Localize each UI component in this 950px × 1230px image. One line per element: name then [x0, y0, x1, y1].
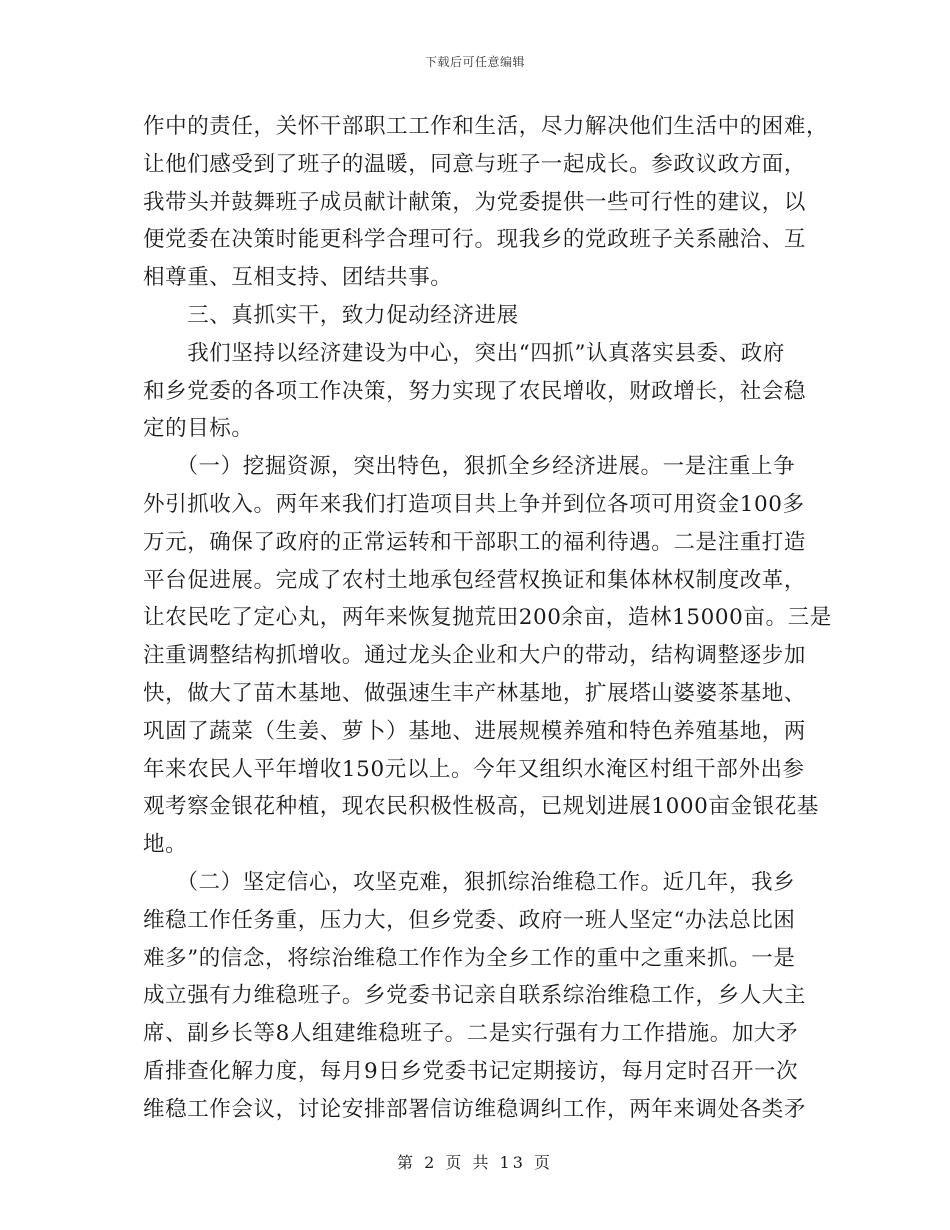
- text-line: 注重调整结构抓增收。通过龙头企业和大户的带动，结构调整逐步加: [143, 643, 807, 669]
- text-line: 难多”的信念，将综治维稳工作作为全乡工作的重中之重来抓。一是: [143, 945, 796, 971]
- text-line: 让他们感受到了班子的温暖，同意与班子一起成长。参政议政方面，: [143, 151, 807, 177]
- text-line: 快，做大了苗木基地、做强速生丰产林基地，扩展塔山婆婆茶基地、: [143, 680, 807, 706]
- text-line: 作中的责任，关怀干部职工工作和生活，尽力解决他们生活中的困难，: [143, 114, 829, 139]
- section-heading: 三、真抓实干，致力促动经济进展: [143, 302, 519, 328]
- text-line: 让农民吃了定心丸，两年来恢复抛荒田200余亩，造林15000亩。三是: [143, 605, 832, 631]
- text-line: 成立强有力维稳班子。乡党委书记亲自联系综治维稳工作，乡人大主: [143, 983, 807, 1009]
- text-line: 地。: [143, 832, 188, 858]
- text-line: 我带头并鼓舞班子成员献计献策，为党委提供一些可行性的建议，以: [143, 189, 807, 215]
- text-line: 相尊重、互相支持、团结共事。: [143, 265, 453, 291]
- page-footer: 第 2 页 共 13 页: [397, 1153, 553, 1172]
- text-line: 平台促进展。完成了农村土地承包经营权换证和集体林权制度改革，: [143, 567, 807, 593]
- text-line: 和乡党委的各项工作决策，努力实现了农民增收，财政增长，社会稳: [143, 378, 807, 404]
- page-header: 下载后可任意编辑: [424, 55, 525, 69]
- text-line: 席、副乡长等8人组建维稳班子。二是实行强有力工作措施。加大矛: [143, 1021, 799, 1047]
- text-line: 便党委在决策时能更科学合理可行。现我乡的党政班子关系融洽、互: [143, 227, 807, 253]
- text-line: 盾排查化解力度，每月9日乡党委书记定期接访，每月定时召开一次: [143, 1058, 799, 1084]
- text-line: 万元，确保了政府的正常运转和干部职工的福利待遇。二是注重打造: [143, 529, 807, 555]
- text-line: （二）坚定信心，攻坚克难，狠抓综治维稳工作。近几年，我乡: [143, 869, 796, 895]
- text-line: 观考察金银花种植，现农民积极性极高，已规划进展1000亩金银花基: [143, 794, 819, 820]
- text-line: 外引抓收入。两年来我们打造项目共上争并到位各项可用资金100多: [143, 491, 805, 517]
- text-line: 维稳工作会议，讨论安排部署信访维稳调纠工作，两年来调处各类矛: [143, 1096, 807, 1122]
- text-line: 巩固了蔬菜（生姜、萝卜）基地、进展规模养殖和特色养殖基地，两: [143, 718, 807, 744]
- text-line: 维稳工作任务重，压力大，但乡党委、政府一班人坚定“办法总比困: [143, 907, 796, 933]
- text-line: 年来农民人平年增收150元以上。今年又组织水淹区村组干部外出参: [143, 756, 805, 782]
- text-line: （一）挖掘资源，突出特色，狠抓全乡经济进展。一是注重上争: [143, 454, 796, 480]
- body-text: [143, 108, 832, 1129]
- text-line: 我们坚持以经济建设为中心，突出“四抓”认真落实县委、政府: [143, 340, 785, 366]
- text-line: 定的目标。: [143, 416, 254, 442]
